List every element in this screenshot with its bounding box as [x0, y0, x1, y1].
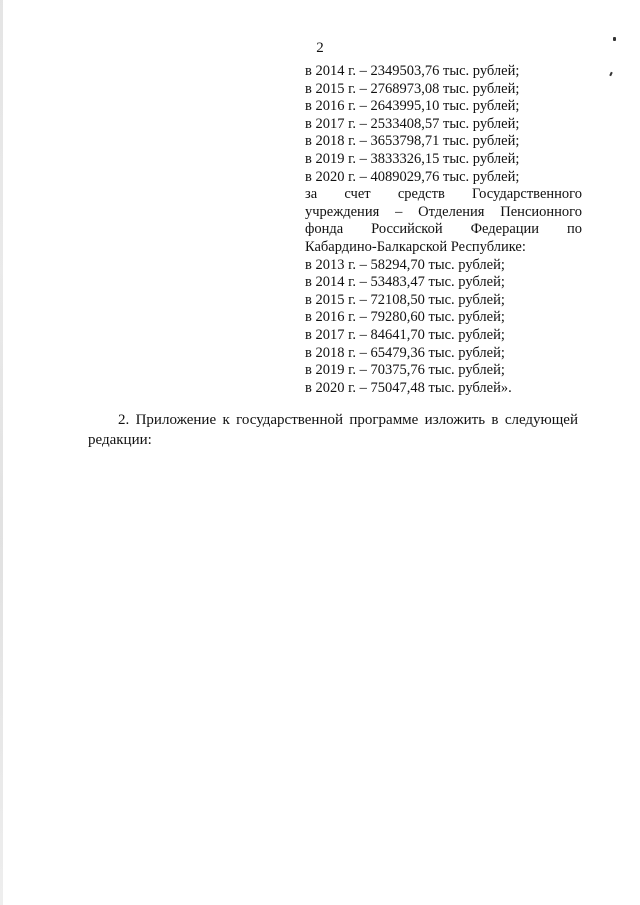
funding-source-line: за счет средств Государственного: [305, 186, 582, 203]
amount-line: в 2016 г. – 79280,60 тыс. рублей;: [305, 309, 505, 326]
amount-line: в 2020 г. – 4089029,76 тыс. рублей;: [305, 168, 520, 185]
funding-source-line: Кабардино-Балкарской Республике:: [305, 238, 526, 255]
funding-source-line: учреждения – Отделения Пенсионного: [305, 203, 582, 220]
amount-line: в 2019 г. – 70375,76 тыс. рублей;: [305, 362, 505, 379]
amounts-list-bottom: [305, 257, 582, 398]
funding-source-text: [305, 186, 582, 256]
amount-line: в 2014 г. – 2349503,76 тыс. рублей;: [305, 63, 520, 79]
paragraph-line: редакции:: [88, 432, 152, 448]
amount-line: в 2018 г. – 3653798,71 тыс. рублей;: [305, 133, 520, 150]
amount-line: в 2017 г. – 84641,70 тыс. рублей;: [305, 326, 505, 343]
amount-line: в 2015 г. – 2768973,08 тыс. рублей;: [305, 80, 520, 97]
page-number: 2: [316, 40, 324, 56]
amount-line: в 2017 г. – 2533408,57 тыс. рублей;: [305, 115, 520, 132]
amounts-list-top: [305, 63, 582, 186]
funding-source-line: фонда Российской Федерации по: [305, 221, 582, 238]
amount-line: в 2015 г. – 72108,50 тыс. рублей;: [305, 291, 505, 308]
amount-line: в 2018 г. – 65479,36 тыс. рублей;: [305, 344, 505, 361]
paragraph-line: 2. Приложение к государственной программе изложить в следующей: [118, 412, 578, 428]
scan-speck-right: [609, 72, 613, 76]
funding-amounts-column: [305, 63, 582, 397]
amount-line: в 2016 г. – 2643995,10 тыс. рублей;: [305, 98, 520, 115]
amount-line: в 2013 г. – 58294,70 тыс. рублей;: [305, 256, 505, 273]
scan-left-edge: [0, 0, 3, 905]
amendment-paragraph: [88, 410, 578, 450]
amount-line: в 2014 г. – 53483,47 тыс. рублей;: [305, 274, 505, 291]
amount-line: в 2019 г. – 3833326,15 тыс. рублей;: [305, 150, 520, 167]
amount-line: в 2020 г. – 75047,48 тыс. рублей».: [305, 379, 512, 396]
